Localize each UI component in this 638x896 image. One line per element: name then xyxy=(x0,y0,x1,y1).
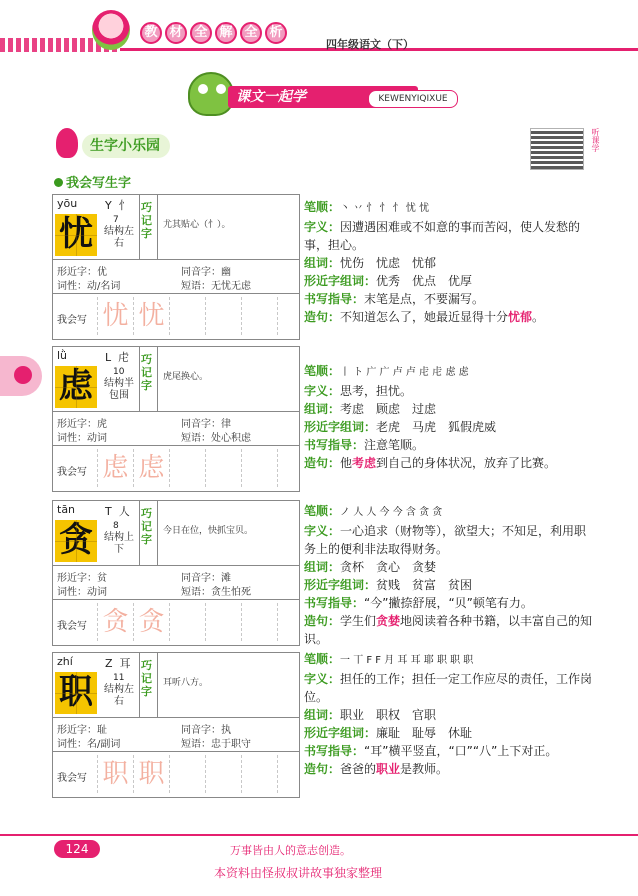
mnemonic-label: 巧记字 xyxy=(141,507,152,546)
radical: Z 耳 xyxy=(105,657,131,670)
part-of-speech: 词性：名/副词 xyxy=(57,739,121,750)
char-card xyxy=(52,652,300,798)
structure: 结构左右 xyxy=(104,684,134,707)
similar-char: 形近字：耻 xyxy=(57,725,107,736)
writing-tip: 注意笔顺。 xyxy=(364,438,425,452)
meaning: 思考，担忧。 xyxy=(340,384,413,398)
stroke-count: 8 xyxy=(113,521,119,531)
similar-words: 贫贱 贫富 贫困 xyxy=(376,578,473,592)
writing-tip: “今”撇捺舒展，“贝”顿笔有力。 xyxy=(364,596,533,610)
char-details: 笔顺：ノ 人 人 今 今 含 贪 贪 字义：一心追求（财物等），欲望大；不知足，利用职务上的便利非法取得财务。 组词：贪杯 贪心 贪婪 形近字组词：贫贱 贫富 贫困 书写指导：“今”撇捺舒展，“贝”顿笔有力。 造句：学生们贪婪地阅读着各种书籍，以丰富自己的知识。 xyxy=(304,504,593,646)
title-char: 教 xyxy=(140,22,162,44)
pinyin: lǜ xyxy=(57,349,68,362)
stroke-count: 7 xyxy=(113,215,119,225)
char-details: 笔顺：丶 丷 忄 忄 忄 忧 忧 字义：因遭遇困难或不如意的事而苦闷，使人发愁的事，担心。 组词：忧伤 忧虑 忧郁 形近字组词：优秀 优点 优厚 书写指导：末笔是点，不要漏写。 造句：不知道怎么了，她最近显得十分忧郁。 xyxy=(304,200,581,324)
big-character: 职 xyxy=(55,672,97,714)
big-character: 贪 xyxy=(55,520,97,562)
title-char: 全 xyxy=(190,22,212,44)
example-sentence: 爸爸的职业是教师。 xyxy=(340,762,449,776)
char-card xyxy=(52,500,300,646)
footer-divider xyxy=(0,834,638,836)
stroke-order: 丶 丷 忄 忄 忄 忧 忧 xyxy=(340,203,430,214)
char-details: 笔顺：一 丅 F F 月 耳 耳 耶 职 职 职 字义：担任的工作；担任一定工作应尽的责任，工作岗位。 组词：职业 职权 官职 形近字组词：廉耻 耻辱 休耻 书写指导：“耳”横平竖直，“口”“八”上下对正。 造句：爸爸的职业是教师。 xyxy=(304,652,593,776)
mnemonic: 虎尾换心。 xyxy=(163,372,209,382)
similar-char: 形近字：贫 xyxy=(57,573,107,584)
practice-label: 我会写 xyxy=(57,621,87,632)
page-number: 124 xyxy=(54,840,100,858)
pinyin: zhí xyxy=(57,655,73,668)
similar-char: 形近字：优 xyxy=(57,267,107,278)
char-card xyxy=(52,346,300,492)
qr-code-icon[interactable] xyxy=(530,128,584,170)
practice-grid[interactable]: 忧 忧 xyxy=(97,297,313,335)
structure: 结构左右 xyxy=(104,226,134,249)
similar-words: 廉耻 耻辱 休耻 xyxy=(376,726,473,740)
practice-grid[interactable]: 贪 贪 xyxy=(97,603,313,641)
char-details: 笔顺：丨 ト 广 广 卢 卢 虍 虍 虑 虑 字义：思考，担忧。 组词：考虑 顾虑 过虑 形近字组词：老虎 马虎 狐假虎威 书写指导：注意笔顺。 造句：他考虑到自己的身体状况，放弃了比赛。 xyxy=(304,364,557,470)
banner-english: KEWENYIQIXUE xyxy=(368,90,458,108)
homophone: 同音字：执 xyxy=(181,725,231,736)
mnemonic: 今日在位，快抓宝贝。 xyxy=(163,526,254,536)
word-list: 忧伤 忧虑 忧郁 xyxy=(340,256,437,270)
pinyin: yōu xyxy=(57,197,78,210)
meaning: 因遭遇困难或不如意的事而苦闷，使人发愁的事，担心。 xyxy=(304,220,581,252)
big-character: 虑 xyxy=(55,366,97,408)
footer-motto: 万事皆由人的意志创造。 xyxy=(230,844,351,857)
part-of-speech: 词性：动/名词 xyxy=(57,281,121,292)
stroke-order: 丨 ト 广 广 卢 卢 虍 虍 虑 虑 xyxy=(340,367,469,378)
section-banner xyxy=(188,72,458,116)
practice-grid[interactable]: 职 职 xyxy=(97,755,313,793)
title-char: 析 xyxy=(265,22,287,44)
homophone: 同音字：律 xyxy=(181,419,231,430)
grade-label: 四年级语文（下） xyxy=(326,38,414,51)
footer-credit: 本资料由怪叔叔讲故事独家整理 xyxy=(214,866,383,880)
meaning: 担任的工作；担任一定工作应尽的责任，工作岗位。 xyxy=(304,672,593,704)
mnemonic-label: 巧记字 xyxy=(141,659,152,698)
example-sentence: 学生们贪婪地阅读着各种书籍，以丰富自己的知识。 xyxy=(304,614,593,646)
example-sentence: 不知道怎么了，她最近显得十分忧郁。 xyxy=(340,310,545,324)
big-character: 忧 xyxy=(55,214,97,256)
stroke-count: 11 xyxy=(113,673,125,683)
title-char: 材 xyxy=(165,22,187,44)
title-char: 全 xyxy=(240,22,262,44)
structure: 结构半包围 xyxy=(104,378,134,401)
mnemonic: 尤其贴心（忄）。 xyxy=(163,220,231,230)
similar-words: 优秀 优点 优厚 xyxy=(376,274,473,288)
part-of-speech: 词性：动词 xyxy=(57,433,107,444)
practice-label: 我会写 xyxy=(57,315,87,326)
stroke-order: ノ 人 人 今 今 含 贪 贪 xyxy=(340,507,443,518)
similar-words: 老虎 马虎 狐假虎威 xyxy=(376,420,497,434)
practice-label: 我会写 xyxy=(57,467,87,478)
phrase: 短语：处心积虑 xyxy=(181,433,251,444)
mascot-image xyxy=(92,10,130,50)
radical: L 虍 xyxy=(105,351,130,364)
banner-title: 课文一起学 xyxy=(228,86,418,108)
example-sentence: 他考虑到自己的身体状况，放弃了比赛。 xyxy=(340,456,557,470)
stroke-order: 一 丅 F F 月 耳 耳 耶 职 职 职 xyxy=(340,655,474,666)
word-list: 考虑 顾虑 过虑 xyxy=(340,402,437,416)
mnemonic-label: 巧记字 xyxy=(141,353,152,392)
character-icon xyxy=(56,128,78,158)
radical: T 人 xyxy=(105,505,130,518)
writing-tip: 末笔是点，不要漏写。 xyxy=(364,292,485,306)
meaning: 一心追求（财物等），欲望大；不知足，利用职务上的便利非法取得财务。 xyxy=(304,524,587,556)
structure: 结构上下 xyxy=(104,532,134,555)
phrase: 短语：忠于职守 xyxy=(181,739,251,750)
phrase: 短语：贪生怕死 xyxy=(181,587,251,598)
part-of-speech: 词性：动词 xyxy=(57,587,107,598)
char-card xyxy=(52,194,300,340)
stroke-count: 10 xyxy=(113,367,125,377)
practice-label: 我会写 xyxy=(57,773,87,784)
practice-grid[interactable]: 虑 虑 xyxy=(97,449,313,487)
book-title xyxy=(140,22,287,44)
mnemonic: 耳听八方。 xyxy=(163,678,209,688)
qr-label: 听课学 xyxy=(591,128,600,152)
word-list: 职业 职权 官职 xyxy=(340,708,437,722)
homophone: 同音字：幽 xyxy=(181,267,231,278)
similar-char: 形近字：虎 xyxy=(57,419,107,430)
phrase: 短语：无忧无虑 xyxy=(181,281,251,292)
subsection-title: 我会写生字 xyxy=(54,172,131,191)
mnemonic-label: 巧记字 xyxy=(141,201,152,240)
homophone: 同音字：滩 xyxy=(181,573,231,584)
writing-tip: “耳”横平竖直，“口”“八”上下对正。 xyxy=(364,744,558,758)
title-char: 解 xyxy=(215,22,237,44)
word-list: 贪杯 贪心 贪婪 xyxy=(340,560,437,574)
radical: Y 忄 xyxy=(105,199,130,212)
pinyin: tān xyxy=(57,503,76,516)
side-tab-icon xyxy=(0,356,42,396)
section-title: 生字小乐园 xyxy=(82,134,170,158)
